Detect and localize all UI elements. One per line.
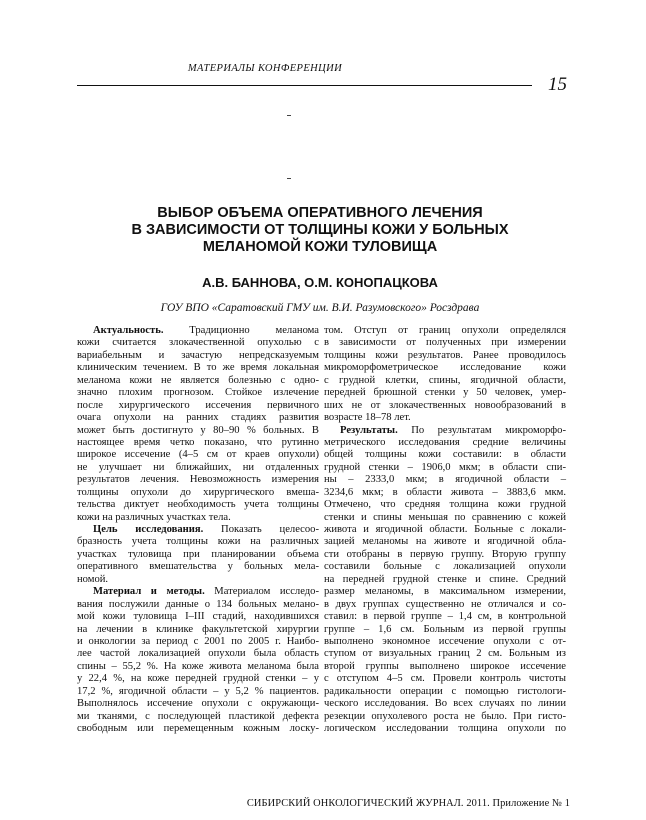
- line-text: спины – 55,2 %. На коже живота меланома была: [77, 660, 319, 672]
- text-line: [324, 387, 566, 399]
- line-text: у 22,4 %, на коже передней грудной стенки – у: [77, 673, 319, 685]
- text-line: [324, 325, 566, 337]
- line-text: По результатам микроморфо-: [397, 424, 566, 436]
- line-text: вариабельным и зачастую непредсказуемым: [77, 349, 319, 361]
- line-text: стенки и спины меньшая по сравнению с кожей: [324, 511, 566, 523]
- line-text: может быть достигнуто у 80–90 % больных. В: [77, 424, 319, 436]
- text-line: [77, 636, 319, 648]
- text-line: [77, 686, 319, 698]
- text-line: [324, 561, 566, 573]
- line-text: в зависимости от полученных при измерении: [324, 337, 566, 349]
- text-line: [324, 425, 566, 437]
- text-line: [77, 474, 319, 486]
- right-column: [324, 325, 566, 735]
- line-text: составили больные с локализацией опухоли: [324, 561, 566, 573]
- line-text: том. Отступ от границ опухоли определялся: [324, 325, 566, 336]
- article-authors: А.В. БАННОВА, О.М. КОНОПАЦКОВА: [202, 275, 438, 290]
- dash-mark: [287, 115, 291, 116]
- section-heading: Материал и методы.: [93, 586, 205, 598]
- line-text: ми тканями, с последующей пластикой дефекта: [77, 710, 319, 722]
- left-column: [77, 325, 319, 735]
- line-text: 17,2 %, ягодичной области – у 5,2 % пациентов.: [77, 685, 319, 697]
- line-text: сти отобраны в первую группу. Вторую группу: [324, 548, 566, 560]
- line-text: лее частой локализацией опухоли была область: [77, 648, 319, 660]
- line-text: после хирургического иссечения первичного: [77, 399, 319, 411]
- text-line: [324, 350, 566, 362]
- line-text: возрасте 18–78 лет.: [324, 412, 411, 424]
- line-text: ческого исследования. Во всех случаях по линии: [324, 698, 566, 710]
- text-line: [324, 648, 566, 660]
- journal-footer: СИБИРСКИЙ ОНКОЛОГИЧЕСКИЙ ЖУРНАЛ. 2011. Приложение № 1: [246, 798, 570, 809]
- text-line: [77, 362, 319, 374]
- text-line: [77, 549, 319, 561]
- text-line: [77, 412, 319, 424]
- text-line: [77, 711, 319, 723]
- line-text: на лечении в клинике факультетской хирургии: [77, 623, 319, 635]
- line-text: грудной стенки – 1906,0 мкм; в области спи-: [324, 461, 566, 473]
- line-text: ны – 2333,0 мкм; в ягодичной области –: [324, 474, 566, 486]
- text-line: [324, 636, 566, 648]
- text-line: [324, 462, 566, 474]
- affiliation: ГОУ ВПО «Саратовский ГМУ им. В.И. Разумовского» Росздрава: [160, 302, 480, 314]
- text-line: [77, 586, 319, 598]
- line-text: бразность учета толщины кожи на различных: [77, 536, 319, 548]
- line-text: оперативного вмешательства у больных мела-: [77, 561, 319, 573]
- text-line: [324, 624, 566, 636]
- text-line: [77, 661, 319, 673]
- text-line: [77, 698, 319, 710]
- line-text: не улучшает ни ближайших, ни отдаленных: [77, 461, 319, 473]
- line-text: Показать целесоо-: [203, 524, 319, 535]
- text-line: [324, 499, 566, 511]
- line-text: ставил: в первой группе – 1,4 см, в контрольной: [324, 611, 566, 623]
- text-line: [324, 686, 566, 698]
- text-line: [77, 499, 319, 511]
- text-line: [77, 375, 319, 387]
- text-line: [324, 474, 566, 486]
- line-text: группе – 1,6 см. Больным из первой группы: [324, 623, 566, 635]
- title-line: ВЫБОР ОБЪЕМА ОПЕРАТИВНОГО ЛЕЧЕНИЯ: [157, 205, 483, 221]
- text-line: [77, 337, 319, 349]
- line-text: результатов лечения. Невозможность измерения: [77, 474, 319, 486]
- line-text: Традиционно меланома: [163, 325, 319, 336]
- line-text: на передней грудной стенке и спине. Средний: [324, 573, 566, 585]
- line-text: широкое иссечение (4–5 см от краев опухоли): [77, 449, 319, 461]
- line-text: общей толщины кожи составили: в области: [324, 449, 566, 461]
- line-text: размер меланомы, в максимальном измерении,: [324, 586, 566, 598]
- text-line: [324, 400, 566, 412]
- line-text: второй группы выполнено широкое иссечение: [324, 660, 566, 672]
- text-line: [77, 487, 319, 499]
- text-line: [77, 599, 319, 611]
- text-line: [324, 449, 566, 461]
- text-line: [77, 561, 319, 573]
- line-text: зацией меланомы на животе и ягодичной обла-: [324, 536, 566, 548]
- line-text: в двух группах существенно не отличался и со-: [324, 598, 566, 610]
- text-line: [77, 673, 319, 685]
- line-text: настоящее время четко показано, что рутинно: [77, 436, 319, 448]
- text-line: [324, 512, 566, 524]
- line-text: с отступом 4–5 см. Провели контроль чистоты: [324, 673, 566, 685]
- text-line: [77, 425, 319, 437]
- title-line: МЕЛАНОМОЙ КОЖИ ТУЛОВИЩА: [202, 239, 438, 255]
- text-line: [324, 412, 566, 424]
- line-text: вания послужили данные о 134 больных мелано-: [77, 598, 319, 610]
- line-text: метрического исследования средние величины: [324, 436, 566, 448]
- line-text: с грудной клетки, спины, ягодичной области,: [324, 374, 566, 386]
- text-line: [324, 524, 566, 536]
- text-line: [77, 437, 319, 449]
- line-text: кожи считается злокачественной опухолью с: [77, 337, 319, 349]
- text-line: [77, 648, 319, 660]
- text-line: [77, 325, 319, 337]
- line-text: Выполнялось иссечение опухоли с окружающи-: [77, 698, 319, 710]
- text-line: [324, 574, 566, 586]
- text-line: [77, 524, 319, 536]
- line-text: радикальности операции с помощью гистологи-: [324, 685, 566, 697]
- text-line: [324, 375, 566, 387]
- text-line: [324, 536, 566, 548]
- text-line: [77, 624, 319, 636]
- line-text: микроморфометрическое исследование кожи: [324, 362, 566, 374]
- section-heading: Результаты.: [340, 424, 398, 436]
- text-line: [77, 462, 319, 474]
- line-text: кожи на различных участках тела.: [77, 511, 231, 523]
- line-text: и онкологии за период с 2001 по 2005 г. Наибо-: [77, 635, 319, 647]
- text-line: [324, 611, 566, 623]
- line-text: клиническим течением. В то же время локальная: [77, 362, 319, 374]
- text-line: [77, 723, 319, 735]
- article-title: [60, 205, 580, 256]
- text-line: [77, 350, 319, 362]
- text-line: [324, 711, 566, 723]
- line-text: Материалом исследо-: [204, 586, 319, 598]
- text-line: [324, 723, 566, 735]
- line-text: выполнено экономное иссечение опухоли с от-: [324, 635, 566, 647]
- line-text: Отмечено, что средняя толщина кожи грудной: [324, 499, 566, 511]
- line-text: 3234,6 мкм; в области живота – 3883,6 мкм.: [324, 486, 566, 498]
- section-heading: Цель исследования.: [93, 524, 204, 535]
- line-text: резекции опухолевого роста не было. При гисто-: [324, 710, 566, 722]
- line-text: меланома кожи не является болезнью с одно-: [77, 374, 319, 386]
- line-text: толщины кожи результатов. Ранее проводилось: [324, 349, 566, 361]
- line-text: мой кожи туловища I–III стадий, находившихся: [77, 611, 319, 623]
- text-line: [77, 400, 319, 412]
- running-header: МАТЕРИАЛЫ КОНФЕРЕНЦИИ: [187, 63, 343, 74]
- line-text: передней брюшной стенки у 50 человек, умер-: [324, 387, 566, 399]
- text-line: [324, 337, 566, 349]
- line-text: значно плохим прогнозом. Стойкое излечение: [77, 387, 319, 399]
- line-text: логическом исследовании толщина опухоли по: [324, 723, 566, 734]
- page-number: 15: [548, 74, 567, 95]
- line-text: номой.: [77, 573, 109, 585]
- text-line: [324, 698, 566, 710]
- text-line: [77, 536, 319, 548]
- text-line: [77, 574, 319, 586]
- text-line: [324, 549, 566, 561]
- line-text: толщины опухоли до хирургического вмеша-: [77, 486, 319, 498]
- line-text: живота и ягодичной области. Больные с локали-: [324, 524, 566, 535]
- line-text: ших не от злокачественных новообразований в: [324, 399, 566, 411]
- text-line: [77, 611, 319, 623]
- text-line: [324, 586, 566, 598]
- text-line: [324, 673, 566, 685]
- text-line: [324, 661, 566, 673]
- text-line: [77, 449, 319, 461]
- text-line: [77, 512, 319, 524]
- line-text: свободным или перемещенным кожным лоску-: [77, 723, 319, 734]
- dash-mark: [287, 178, 291, 179]
- line-text: ступом от визуальных границ 2 см. Больным из: [324, 648, 566, 660]
- section-heading: Актуальность.: [93, 325, 164, 336]
- text-line: [324, 487, 566, 499]
- line-text: участках туловища при планировании объема: [77, 548, 319, 560]
- line-text: очага опухоли на ранних стадиях развития: [77, 412, 319, 424]
- text-line: [324, 437, 566, 449]
- title-line: В ЗАВИСИМОСТИ ОТ ТОЛЩИНЫ КОЖИ У БОЛЬНЫХ: [131, 222, 509, 238]
- line-text: тельства диктует необходимость учета толщины: [77, 499, 319, 511]
- text-line: [324, 599, 566, 611]
- header-rule: [77, 85, 532, 86]
- text-line: [324, 362, 566, 374]
- text-line: [77, 387, 319, 399]
